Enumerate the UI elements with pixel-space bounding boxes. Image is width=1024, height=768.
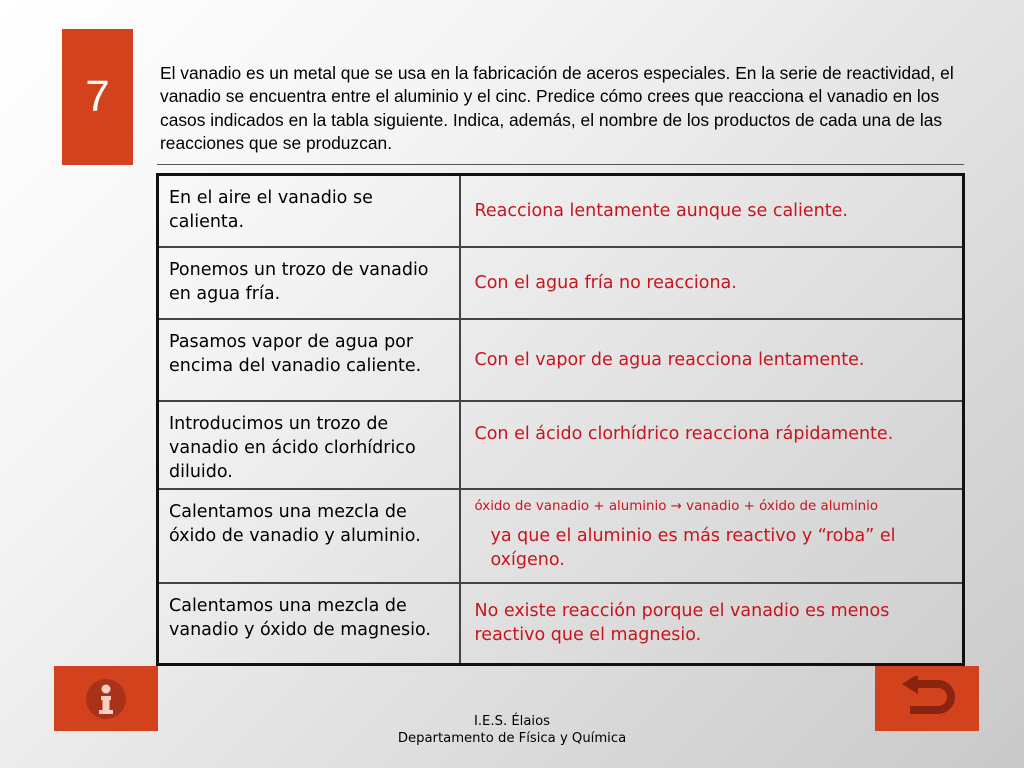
- reaction-equation: óxido de vanadio + aluminio → vanadio + óxido de aluminio: [474, 498, 879, 514]
- case-cell: Calentamos una mezcla de óxido de vanadio y aluminio.: [158, 489, 460, 583]
- case-cell: Introducimos un trozo de vanadio en ácido clorhídrico diluido.: [158, 401, 460, 489]
- info-icon: [84, 677, 128, 721]
- answer-cell: Con el vapor de agua reacciona lentamente.: [460, 319, 964, 401]
- return-arrow-icon: [898, 676, 956, 722]
- answer-cell: [460, 489, 964, 583]
- divider-line: [157, 164, 964, 165]
- table-row: [158, 319, 964, 401]
- intro-paragraph: El vanadio es un metal que se usa en la fabricación de aceros especiales. En la serie de reactividad, el vanadio se encuentra entre el aluminio y el cinc. Predice cómo crees que reacciona el vanadio en los casos indicados en la tabla siguiente. Indica, además, el nombre de los productos de cada una de las reacciones que se produzcan.: [160, 63, 954, 154]
- table-row: [158, 401, 964, 489]
- footer: [300, 713, 724, 747]
- table-row: [158, 583, 964, 665]
- info-button[interactable]: [54, 666, 158, 731]
- case-cell: Pasamos vapor de agua por encima del vanadio caliente.: [158, 319, 460, 401]
- slide-number: 7: [85, 72, 110, 121]
- table-row: [158, 175, 964, 247]
- school-name: I.E.S. Élaios: [473, 714, 551, 729]
- case-cell: Ponemos un trozo de vanadio en agua fría.: [158, 247, 460, 319]
- answer-cell: Reacciona lentamente aunque se caliente.: [460, 175, 964, 247]
- answer-cell: No existe reacción porque el vanadio es menos reactivo que el magnesio.: [460, 583, 964, 665]
- reactions-table: [156, 173, 965, 666]
- slide-number-box: [62, 29, 133, 165]
- answer-cell: Con el ácido clorhídrico reacciona rápidamente.: [460, 401, 964, 489]
- answer-explanation: ya que el aluminio es más reactivo y “roba” el oxígeno.: [490, 525, 896, 570]
- table-row: [158, 489, 964, 583]
- table-row: [158, 247, 964, 319]
- department-name: Departamento de Física y Química: [397, 731, 627, 746]
- case-cell: Calentamos una mezcla de vanadio y óxido de magnesio.: [158, 583, 460, 665]
- back-button[interactable]: [875, 666, 979, 731]
- case-cell: En el aire el vanadio se calienta.: [158, 175, 460, 247]
- answer-cell: Con el agua fría no reacciona.: [460, 247, 964, 319]
